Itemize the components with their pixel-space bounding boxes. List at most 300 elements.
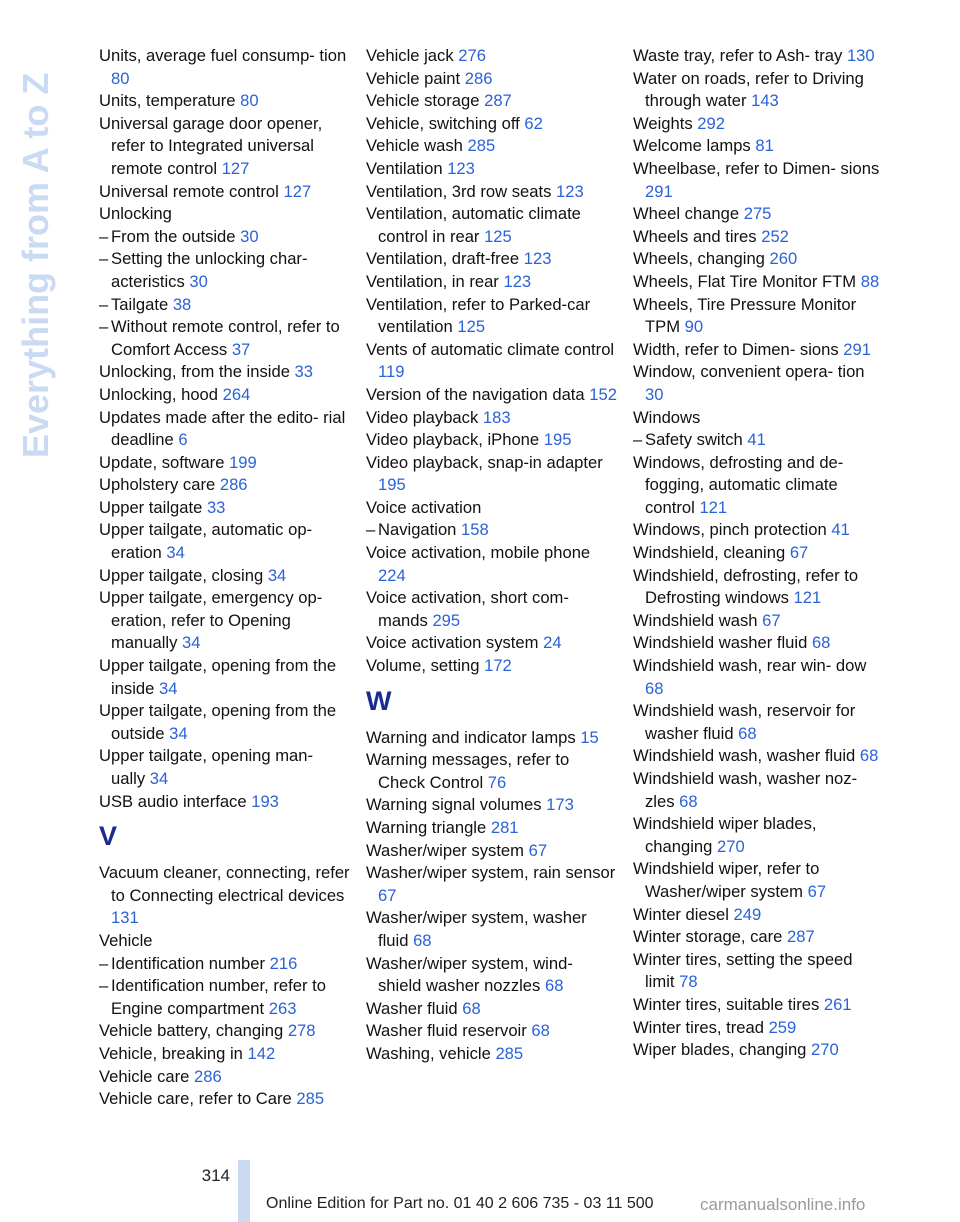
index-entry <box>99 474 351 497</box>
index-entry <box>99 587 351 655</box>
page-reference-link[interactable]: 6 <box>178 430 188 450</box>
entry-text: Windows, pinch protection <box>633 520 827 540</box>
index-entry <box>99 203 351 226</box>
entry-text: Upper tailgate, opening from the inside <box>99 656 337 698</box>
page-reference-link[interactable]: 34 <box>158 678 178 698</box>
entry-text: Windshield wash, washer fluid <box>633 746 856 766</box>
index-entry <box>366 542 618 587</box>
page-reference-link[interactable]: 88 <box>860 271 880 291</box>
index-entry <box>633 361 883 406</box>
entry-text: Windshield wash, rear win- dow <box>633 656 867 676</box>
index-entry <box>99 90 351 113</box>
entry-text: Window, convenient opera- tion <box>633 362 865 382</box>
index-entry <box>366 749 618 794</box>
watermark: carmanualsonline.info <box>700 1195 866 1214</box>
page-reference-link[interactable]: 41 <box>747 430 766 450</box>
page-reference-link[interactable]: 81 <box>755 136 774 156</box>
entry-text: Width, refer to Dimen- sions <box>633 339 839 359</box>
index-entry <box>366 68 618 91</box>
sidebar-title-text: Everything from A to Z <box>15 72 56 458</box>
index-entry <box>99 655 351 700</box>
entry-text: Wheels, Tire Pressure Monitor TPM <box>633 294 857 337</box>
index-entry <box>366 587 618 632</box>
index-entry <box>633 45 883 68</box>
index-subentry <box>99 294 351 317</box>
index-entry <box>366 429 618 452</box>
index-entry <box>633 610 883 633</box>
index-entry <box>99 452 351 475</box>
page-reference-link[interactable]: 173 <box>546 795 574 815</box>
page-reference-link[interactable]: 278 <box>287 1021 316 1041</box>
index-entry <box>633 113 883 136</box>
index-entry <box>633 1017 883 1040</box>
entry-text: Without remote control, refer to Comfort Access <box>111 317 340 359</box>
entry-text: Voice activation, short com- mands <box>366 588 569 630</box>
index-subentry <box>99 975 351 1020</box>
index-entry <box>633 813 883 858</box>
page-reference-link[interactable]: 30 <box>645 384 664 404</box>
entry-text: Winter tires, suitable tires <box>633 994 820 1014</box>
entry-text: Vehicle paint <box>366 68 461 88</box>
subentry-dash: – <box>633 430 643 450</box>
page-reference-link[interactable]: 260 <box>769 249 798 269</box>
index-entry <box>633 1039 883 1062</box>
page-reference-link[interactable]: 125 <box>457 317 486 337</box>
page-reference-link[interactable]: 34 <box>149 769 169 788</box>
entry-text: Windshield wash, reservoir for washer fluid <box>633 701 856 743</box>
index-subentry <box>366 519 618 542</box>
entry-text: Vehicle battery, changing <box>99 1021 284 1041</box>
subentry-dash: – <box>99 249 109 269</box>
page-reference-link[interactable]: 276 <box>458 46 486 65</box>
page-reference-link[interactable]: 68 <box>544 976 564 996</box>
page-reference-link[interactable]: 285 <box>495 1043 524 1063</box>
page-reference-link[interactable]: 285 <box>296 1089 325 1109</box>
subentry-dash: – <box>366 520 376 540</box>
entry-text: Vehicle storage <box>366 91 480 111</box>
page-reference-link[interactable]: 38 <box>172 294 192 314</box>
page-reference-link[interactable]: 33 <box>294 362 314 382</box>
page-reference-link[interactable]: 78 <box>679 972 698 992</box>
page-reference-link[interactable]: 142 <box>247 1043 276 1063</box>
entry-text: Upper tailgate, closing <box>99 565 264 585</box>
entry-text: Welcome lamps <box>633 136 751 156</box>
entry-text: Tailgate <box>111 294 169 314</box>
page-reference-link[interactable]: 123 <box>447 158 475 178</box>
entry-text: Wheelbase, refer to Dimen- sions <box>633 158 880 178</box>
page-reference-link[interactable]: 224 <box>378 565 406 585</box>
entry-text: Setting the unlocking char- acteristics <box>111 249 308 291</box>
entry-text: Universal remote control <box>99 181 279 201</box>
entry-text: Upper tailgate, automatic op- eration <box>99 520 313 563</box>
entry-text: Washer/wiper system, rain sensor <box>366 863 616 883</box>
entry-text: Windshield, cleaning <box>633 543 786 563</box>
index-entry <box>366 953 618 998</box>
entry-text: Windshield wiper, refer to Washer/wiper system <box>633 859 820 901</box>
page-reference-link[interactable]: 41 <box>831 520 850 540</box>
entry-text: Windows, defrosting and de- fogging, automatic climate control <box>633 452 844 517</box>
entry-text: Vehicle jack <box>366 46 454 65</box>
entry-text: Vents of automatic climate control <box>366 339 615 359</box>
entry-text: Ventilation, 3rd row seats <box>366 181 552 201</box>
sidebar-chapter-title <box>0 0 64 480</box>
section-letter: V <box>99 821 118 852</box>
index-entry <box>366 90 618 113</box>
index-entry <box>366 248 618 271</box>
page-reference-link[interactable]: 286 <box>219 475 248 495</box>
page-reference-link[interactable]: 286 <box>464 68 493 88</box>
page-reference-link[interactable]: 127 <box>221 158 250 178</box>
page-reference-link[interactable]: 252 <box>761 226 789 246</box>
index-entry <box>99 361 351 384</box>
page-reference-link[interactable]: 287 <box>484 91 512 111</box>
index-entry <box>633 339 883 362</box>
entry-text: Washer fluid <box>366 998 458 1018</box>
index-entry <box>633 135 883 158</box>
index-entry <box>99 1043 351 1066</box>
index-entry <box>99 181 351 204</box>
page-reference-link[interactable]: 264 <box>222 384 251 404</box>
index-entry <box>99 407 351 452</box>
entry-text: Vehicle <box>99 930 153 950</box>
entry-text: Vehicle, switching off <box>366 113 520 133</box>
entry-text: Navigation <box>378 520 457 540</box>
index-entry <box>99 45 351 90</box>
page-reference-link[interactable]: 68 <box>738 723 757 743</box>
index-entry <box>366 862 618 907</box>
index-entry <box>99 519 351 564</box>
index-subentry <box>99 953 351 976</box>
page-reference-link[interactable]: 143 <box>751 91 779 111</box>
entry-text: Vehicle care <box>99 1066 190 1086</box>
entry-text: Upper tailgate, opening from the outside <box>99 701 337 743</box>
page-reference-link[interactable]: 152 <box>589 384 617 404</box>
page-reference-link[interactable]: 68 <box>679 791 698 811</box>
index-entry <box>366 727 618 750</box>
page-reference-link[interactable]: 34 <box>182 633 201 653</box>
page-reference-link[interactable]: 30 <box>240 226 259 246</box>
page-reference-link[interactable]: 249 <box>733 904 762 924</box>
index-entry <box>366 135 618 158</box>
page-reference-link[interactable]: 37 <box>231 339 251 359</box>
index-entry <box>633 745 883 768</box>
index-entry <box>366 817 618 840</box>
entry-text: Vehicle, breaking in <box>99 1043 243 1063</box>
entry-text: Safety switch <box>645 430 743 450</box>
index-subentry <box>633 429 883 452</box>
index-column-1 <box>99 45 351 1111</box>
entry-text: Winter diesel <box>633 904 729 924</box>
entry-text: Unlocking <box>99 204 172 224</box>
page-reference-link[interactable]: 125 <box>484 226 512 246</box>
entry-text: Upper tailgate <box>99 497 203 517</box>
page-reference-link[interactable]: 34 <box>169 723 188 743</box>
entry-text: Unlocking, from the inside <box>99 362 290 382</box>
page-reference-link[interactable]: 123 <box>523 249 552 269</box>
page-reference-link[interactable]: 270 <box>811 1040 839 1060</box>
index-entry <box>633 994 883 1017</box>
page-reference-link[interactable]: 263 <box>268 998 297 1018</box>
index-entry <box>366 158 618 181</box>
index-entry <box>633 565 883 610</box>
entry-text: Universal garage door opener, refer to Integrated universal remote control <box>99 113 323 178</box>
index-entry <box>366 384 618 407</box>
page-reference-link[interactable]: 33 <box>206 497 226 517</box>
page-reference-link[interactable]: 270 <box>716 836 745 856</box>
subentry-dash: – <box>99 294 109 314</box>
entry-text: Identification number, refer to Engine compartment <box>111 976 326 1018</box>
page-reference-link[interactable]: 123 <box>503 271 532 291</box>
online-edition-note: Online Edition for Part no. 01 40 2 606 735 - 03 11 500 <box>266 1195 654 1212</box>
index-entry <box>99 1066 351 1089</box>
index-entry <box>366 45 618 68</box>
entry-text: Identification number <box>111 953 266 973</box>
index-entry <box>366 497 618 520</box>
page-reference-link[interactable]: 195 <box>378 475 406 495</box>
entry-text: Vacuum cleaner, connecting, refer to Connecting electrical devices <box>99 863 350 905</box>
page-reference-link[interactable]: 24 <box>543 633 562 653</box>
page-reference-link[interactable]: 172 <box>484 656 512 676</box>
index-entry <box>99 1020 351 1043</box>
index-entry <box>633 294 883 339</box>
index-entry <box>633 542 883 565</box>
entry-text: Windshield wash, washer noz- zles <box>633 769 858 811</box>
index-subentry <box>99 316 351 361</box>
page-reference-link[interactable]: 123 <box>556 181 584 201</box>
entry-text: Warning messages, refer to Check Control <box>366 750 570 792</box>
page-reference-link[interactable]: 287 <box>787 927 815 947</box>
subentry-dash: – <box>99 953 109 973</box>
entry-text: From the outside <box>111 226 236 246</box>
page-reference-link[interactable]: 68 <box>462 998 481 1018</box>
index-entry <box>99 791 351 814</box>
page-reference-link[interactable]: 68 <box>531 1021 550 1041</box>
index-entry <box>633 949 883 994</box>
page-reference-link[interactable]: 67 <box>789 543 809 563</box>
index-column-3 <box>633 45 883 1062</box>
page-reference-link[interactable]: 119 <box>378 362 405 382</box>
index-subentry <box>99 248 351 293</box>
entry-text: Winter tires, setting the speed limit <box>633 949 853 992</box>
page-reference-link[interactable]: 183 <box>482 407 511 427</box>
page-reference-link[interactable]: 291 <box>645 181 673 201</box>
page-reference-link[interactable]: 68 <box>811 633 831 653</box>
entry-text: Vehicle wash <box>366 136 463 156</box>
entry-text: Ventilation, draft-free <box>366 249 520 269</box>
entry-text: Ventilation, refer to Parked-car ventilation <box>366 294 591 337</box>
entry-text: Warning and indicator lamps <box>366 727 576 747</box>
page-reference-link[interactable]: 281 <box>490 818 519 837</box>
index-entry <box>366 632 618 655</box>
index-entry <box>366 181 618 204</box>
entry-text: Units, average fuel consump- tion <box>99 46 347 65</box>
entry-text: Windshield wiper blades, changing <box>633 814 817 856</box>
index-entry <box>99 497 351 520</box>
entry-text: Windows <box>633 407 701 427</box>
entry-text: Update, software <box>99 452 225 472</box>
page-reference-link[interactable]: 15 <box>580 727 599 747</box>
entry-text: Units, temperature <box>99 91 236 111</box>
index-entry <box>633 519 883 542</box>
index-entry <box>633 407 883 430</box>
page-reference-link[interactable]: 67 <box>807 881 827 901</box>
entry-text: Updates made after the edito- rial deadline <box>99 407 346 450</box>
index-entry <box>366 840 618 863</box>
page-reference-link[interactable]: 30 <box>189 271 208 291</box>
entry-text: Warning signal volumes <box>366 795 542 815</box>
entry-text: Upholstery care <box>99 475 216 495</box>
entry-text: Wiper blades, changing <box>633 1040 807 1060</box>
index-entry <box>366 452 618 497</box>
entry-text: Video playback, iPhone <box>366 430 540 450</box>
entry-text: Weights <box>633 113 693 133</box>
entry-text: Unlocking, hood <box>99 384 219 404</box>
index-entry <box>366 1020 618 1043</box>
index-subentry <box>99 226 351 249</box>
entry-text: Water on roads, refer to Driving through water <box>633 68 864 111</box>
page-reference-link[interactable]: 68 <box>413 930 432 950</box>
entry-text: Windshield wash <box>633 610 758 630</box>
index-entry <box>633 203 883 226</box>
page-reference-link[interactable]: 292 <box>697 113 725 133</box>
footer-accent-bar <box>238 1160 250 1222</box>
page-reference-link[interactable]: 295 <box>432 610 461 630</box>
entry-text: Waste tray, refer to Ash- tray <box>633 46 843 65</box>
entry-text: Windshield, defrosting, refer to Defrosting windows <box>633 565 859 608</box>
page-reference-link[interactable]: 90 <box>684 317 704 337</box>
page-reference-link[interactable]: 80 <box>240 91 259 111</box>
index-entry <box>633 768 883 813</box>
subentry-dash: – <box>99 226 109 246</box>
entry-text: Windshield washer fluid <box>633 633 808 653</box>
page-reference-link[interactable]: 80 <box>111 68 130 88</box>
page-reference-link[interactable]: 121 <box>793 588 822 608</box>
page-reference-link[interactable]: 286 <box>194 1066 222 1086</box>
entry-text: Washing, vehicle <box>366 1043 491 1063</box>
index-entry <box>633 655 883 700</box>
index-entry <box>99 930 351 953</box>
page-reference-link[interactable]: 62 <box>524 113 543 133</box>
page-reference-link[interactable]: 193 <box>251 791 279 811</box>
section-letter: W <box>366 685 392 716</box>
entry-text: Video playback, snap-in adapter <box>366 452 603 472</box>
page-reference-link[interactable]: 68 <box>645 678 664 698</box>
index-entry <box>366 203 618 248</box>
index-entry <box>633 271 883 294</box>
entry-text: Wheels, Flat Tire Monitor FTM <box>633 271 857 291</box>
index-entry <box>633 700 883 745</box>
entry-text: Upper tailgate, opening man- ually <box>99 746 314 788</box>
subentry-dash: – <box>99 976 109 996</box>
index-entry <box>633 226 883 249</box>
index-column-2 <box>366 45 618 1066</box>
page-reference-link[interactable]: 67 <box>762 610 781 630</box>
page-reference-link[interactable]: 34 <box>267 565 287 585</box>
entry-text: Wheels and tires <box>633 226 757 246</box>
page-reference-link[interactable]: 67 <box>528 840 548 860</box>
page-number: 314 <box>201 1166 230 1185</box>
page-reference-link[interactable]: 216 <box>269 953 298 973</box>
entry-text: Washer/wiper system, wind- shield washer nozzles <box>366 953 573 996</box>
entry-text: Wheels, changing <box>633 249 765 269</box>
page-reference-link[interactable]: 285 <box>467 136 496 156</box>
index-entry <box>366 907 618 952</box>
page-reference-link[interactable]: 34 <box>166 543 185 563</box>
page-reference-link[interactable]: 261 <box>823 994 852 1014</box>
entry-text: Washer/wiper system <box>366 840 524 860</box>
index-entry <box>366 407 618 430</box>
index-entry <box>633 632 883 655</box>
entry-text: USB audio interface <box>99 791 247 811</box>
index-entry <box>366 655 618 678</box>
page-reference-link[interactable]: 121 <box>699 497 728 517</box>
index-entry <box>633 248 883 271</box>
entry-text: Vehicle care, refer to Care <box>99 1089 292 1109</box>
index-entry <box>99 565 351 588</box>
index-entry <box>633 904 883 927</box>
index-entry <box>99 745 351 790</box>
entry-text: Ventilation <box>366 158 443 178</box>
page-reference-link[interactable]: 275 <box>743 204 772 224</box>
entry-text: Wheel change <box>633 204 740 224</box>
index-entry <box>366 294 618 339</box>
entry-text: Washer fluid reservoir <box>366 1021 527 1041</box>
entry-text: Winter tires, tread <box>633 1017 764 1037</box>
index-entry <box>99 700 351 745</box>
entry-text: Video playback <box>366 407 479 427</box>
index-entry <box>366 998 618 1021</box>
index-entry <box>99 862 351 930</box>
page-reference-link[interactable]: 131 <box>111 908 139 928</box>
index-entry <box>633 858 883 903</box>
page-reference-link[interactable]: 158 <box>461 520 489 540</box>
index-entry <box>366 339 618 384</box>
entry-text: Voice activation <box>366 497 482 517</box>
subentry-dash: – <box>99 317 109 337</box>
index-entry <box>366 271 618 294</box>
index-entry <box>633 68 883 113</box>
entry-text: Winter storage, care <box>633 927 783 947</box>
entry-text: Ventilation, in rear <box>366 271 499 291</box>
page-reference-link[interactable]: 68 <box>859 746 879 766</box>
entry-text: Washer/wiper system, washer fluid <box>366 908 587 950</box>
entry-text: Voice activation, mobile phone <box>366 543 591 563</box>
index-entry <box>633 158 883 203</box>
index-entry <box>99 113 351 181</box>
page-reference-link[interactable]: 259 <box>768 1017 797 1037</box>
entry-text: Version of the navigation data <box>366 384 585 404</box>
page-reference-link[interactable]: 195 <box>543 430 572 450</box>
page-reference-link[interactable]: 199 <box>229 452 257 472</box>
entry-text: Ventilation, automatic climate control in rear <box>366 204 581 246</box>
entry-text: Voice activation system <box>366 633 539 653</box>
index-entry <box>633 926 883 949</box>
index-entry <box>366 113 618 136</box>
page-reference-link[interactable]: 67 <box>378 885 397 905</box>
index-entry <box>99 384 351 407</box>
entry-text: Warning triangle <box>366 818 487 837</box>
entry-text: Volume, setting <box>366 656 480 676</box>
page-reference-link[interactable]: 76 <box>487 772 507 792</box>
index-entry <box>633 452 883 520</box>
index-entry <box>366 1043 618 1066</box>
index-entry <box>366 794 618 817</box>
page-reference-link[interactable]: 291 <box>843 339 871 359</box>
entry-text: Upper tailgate, emergency op- eration, refer to Opening manually <box>99 588 323 653</box>
page-reference-link[interactable]: 127 <box>283 181 312 201</box>
page-reference-link[interactable]: 130 <box>846 46 875 65</box>
index-entry <box>99 1088 351 1111</box>
